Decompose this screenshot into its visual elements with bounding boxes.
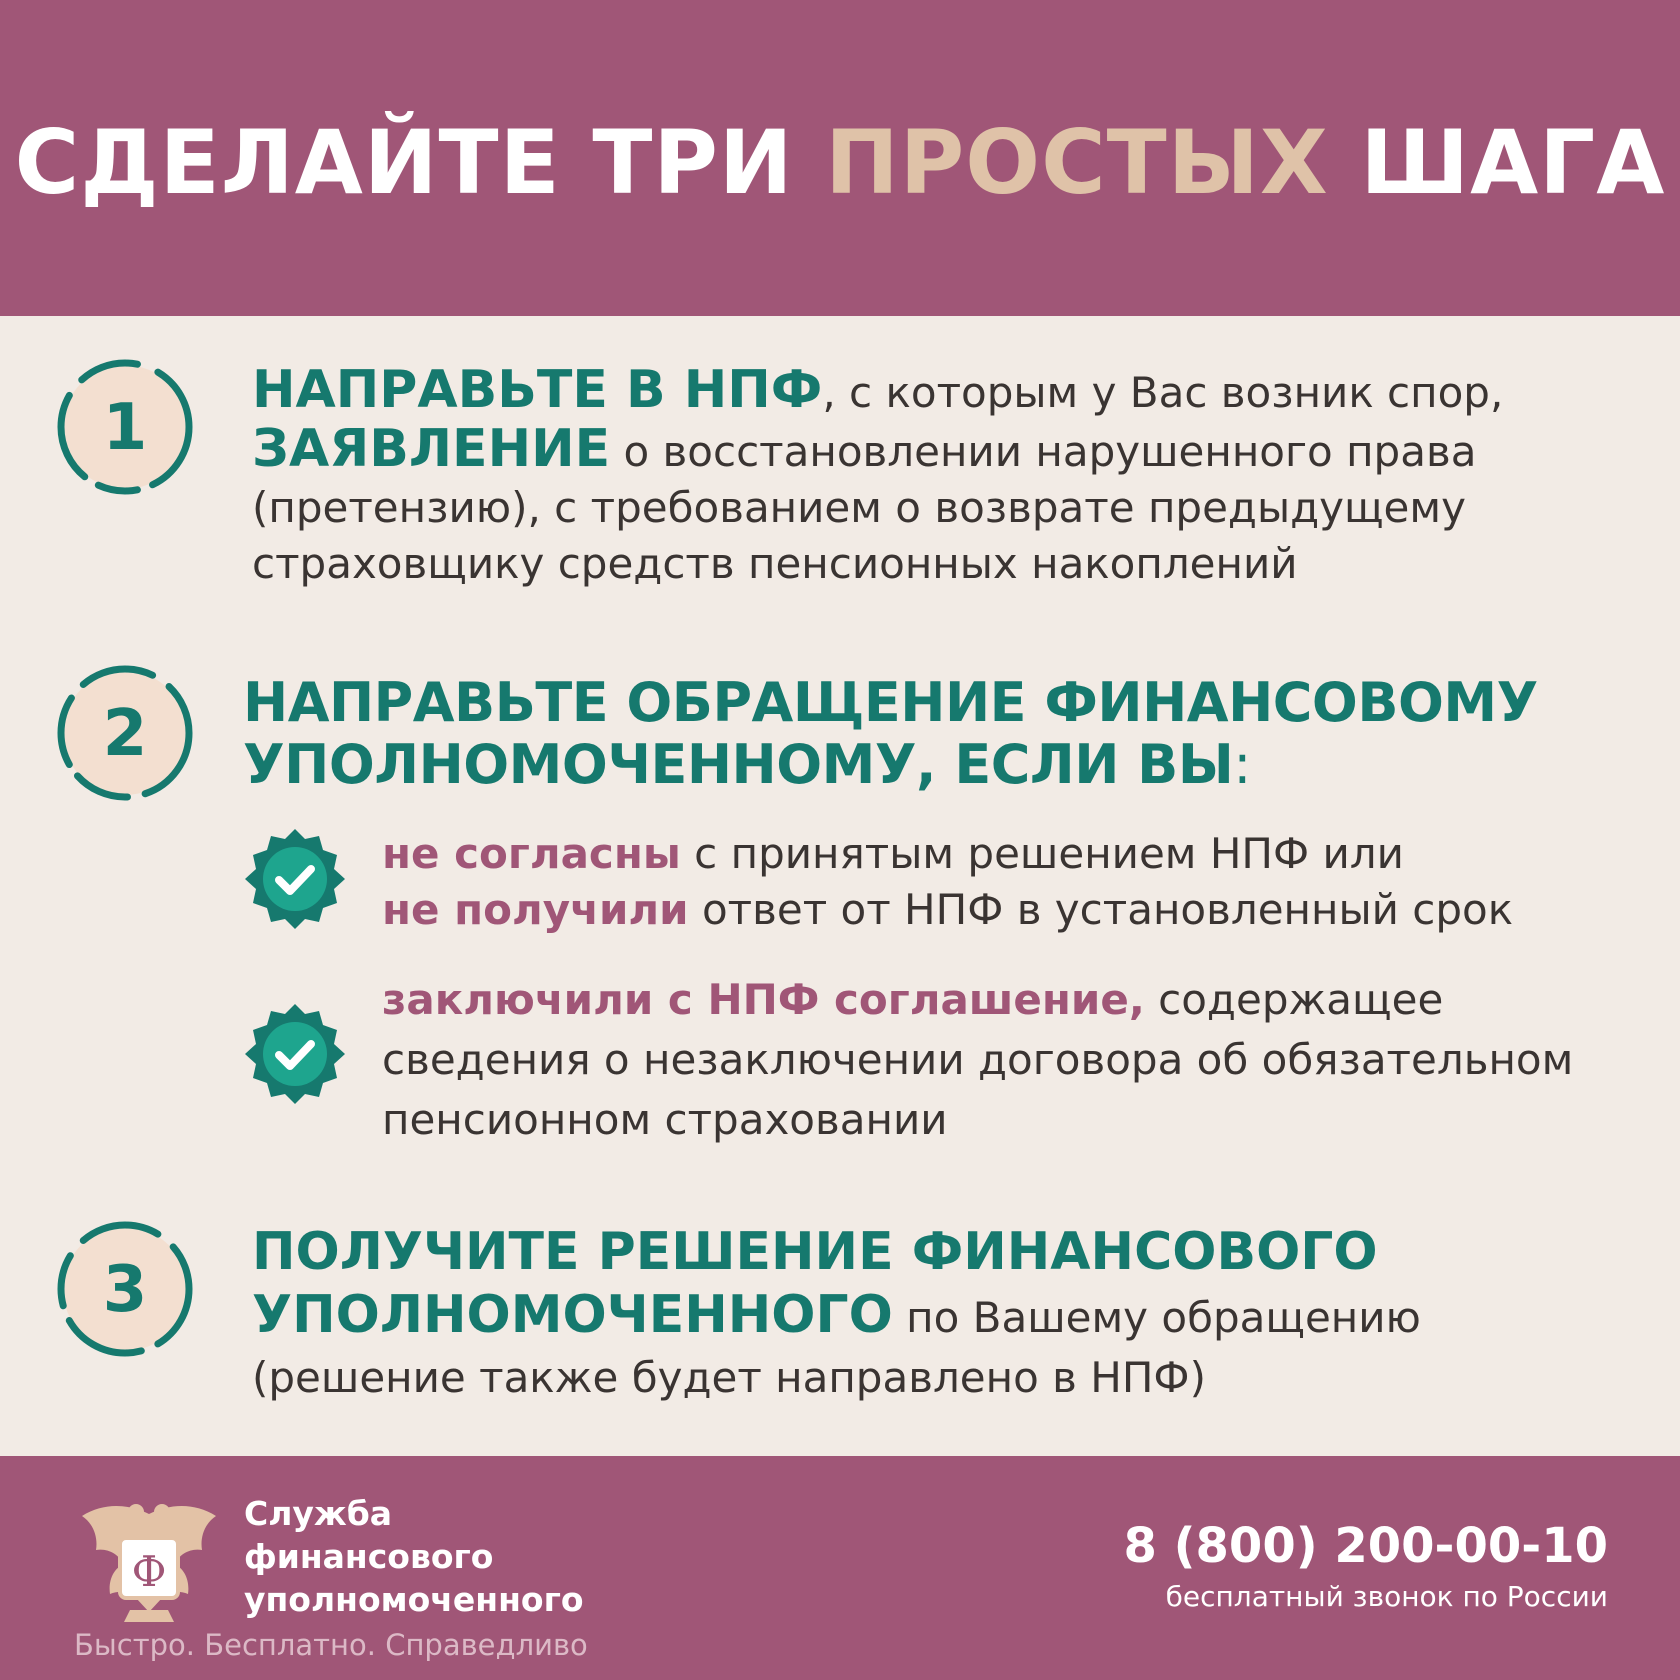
condition-1-check (243, 827, 347, 931)
phone-number[interactable]: 8 (800) 200-00-10 (1123, 1518, 1608, 1574)
step-3-number: 3 (102, 1253, 148, 1327)
condition-2-check (243, 1002, 347, 1106)
dashed-circle-icon (54, 662, 196, 804)
org-name: Служба финансового уполномоченного (244, 1494, 584, 1619)
step-1-number: 1 (102, 391, 148, 465)
header-banner (0, 0, 1680, 316)
step-2-marker (54, 662, 196, 804)
step-2-heading (243, 672, 1643, 796)
title-part2: ШАГА (1328, 110, 1666, 214)
step-1-marker (54, 356, 196, 498)
step-3-lead: ПОЛУЧИТЕ РЕШЕНИЕ ФИНАНСОВОГО УПОЛНОМОЧЕННОГО (252, 1222, 1378, 1345)
slogan: Быстро. Бесплатно. Справедливо (74, 1628, 588, 1662)
step-1-text2: о восстановлении нарушенного права (претензию), с требованием о возврате предыдущему страховщику средств пенсионных накоплений (252, 427, 1477, 588)
step-1-lead2: ЗАЯВЛЕНИЕ (252, 419, 611, 479)
phone-note: бесплатный звонок по России (1165, 1580, 1608, 1613)
condition-1-hl1: не согласны (382, 829, 681, 878)
step-2-heading-text: НАПРАВЬТЕ ОБРАЩЕНИЕ ФИНАНСОВОМУ УПОЛНОМОЧЕННОМУ, ЕСЛИ ВЫ (243, 671, 1538, 796)
condition-1-text (382, 826, 1642, 938)
title-accent: ПРОСТЫХ (825, 110, 1329, 214)
condition-1-hl2: не получили (382, 885, 689, 934)
step-2-heading-colon: : (1233, 733, 1251, 796)
condition-2-hl1: заключили с НПФ соглашение, (382, 975, 1145, 1024)
title-part1: СДЕЛАЙТЕ ТРИ (14, 110, 826, 214)
page-title (15, 111, 1666, 214)
badge-check-icon (243, 827, 347, 931)
condition-2-t1: содержащее сведения о незаключении договора об обязательном пенсионном страховании (382, 975, 1574, 1144)
step-3-marker (54, 1218, 196, 1360)
condition-1-t2: ответ от НПФ в установленный срок (688, 885, 1514, 934)
step-3-text1: по Вашему обращению (решение также будет направлено в НПФ) (252, 1293, 1421, 1402)
condition-2-text (382, 970, 1652, 1150)
footer-banner (0, 1456, 1680, 1680)
step-1-text (252, 362, 1592, 592)
badge-check-icon (243, 1002, 347, 1106)
step-1-text1: , с которым у Вас возник спор, (822, 368, 1504, 417)
step-3-text (252, 1222, 1612, 1408)
dashed-circle-icon (54, 356, 196, 498)
step-2-number: 2 (102, 697, 148, 771)
step-1-lead: НАПРАВЬТЕ В НПФ (252, 360, 823, 420)
dashed-circle-icon (54, 1218, 196, 1360)
svg-text:Ф: Ф (131, 1547, 167, 1596)
condition-1-t1: с принятым решением НПФ или (680, 829, 1404, 878)
eagle-emblem-icon (74, 1494, 224, 1634)
